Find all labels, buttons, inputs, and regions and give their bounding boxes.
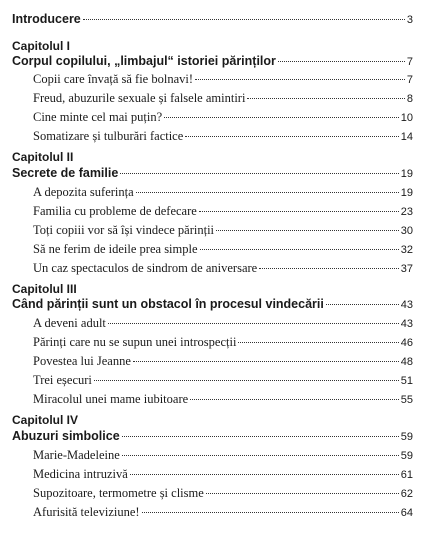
page-number: 61	[400, 469, 413, 481]
page-number: 14	[400, 131, 413, 143]
entry-title: Miracolul unei mame iubitoare	[33, 392, 189, 406]
entry-title: Afurisită televiziune!	[33, 505, 140, 519]
chapter-label: Capitolul I	[12, 39, 70, 53]
page-number: 43	[400, 318, 413, 330]
entry-title: Supozitoare, termometre și clisme	[33, 486, 204, 500]
dot-leader	[108, 323, 399, 324]
toc-entry-introduction[interactable]	[12, 12, 413, 26]
page-number: 7	[406, 56, 413, 68]
dot-leader	[326, 304, 399, 305]
page-number: 8	[406, 93, 413, 105]
dot-leader	[199, 211, 399, 212]
toc-entry[interactable]	[33, 354, 413, 369]
page-number: 46	[400, 337, 413, 349]
entry-title: Secrete de familie	[12, 166, 119, 180]
entry-title: Introducere	[12, 12, 81, 26]
entry-title: A deveni adult	[33, 316, 106, 330]
page-number: 7	[406, 74, 413, 86]
toc-entry[interactable]	[33, 72, 413, 87]
dot-leader	[142, 512, 399, 513]
dot-leader	[200, 249, 399, 250]
page-number: 3	[406, 14, 413, 26]
dot-leader	[136, 192, 399, 193]
entry-title: Un caz spectaculos de sindrom de aniversare	[33, 261, 258, 275]
page-number: 59	[400, 450, 413, 462]
dot-leader	[259, 268, 399, 269]
dot-leader	[83, 19, 405, 20]
toc-entry[interactable]	[33, 129, 413, 144]
chapter-label: Capitolul IV	[12, 413, 78, 427]
entry-title: Trei eșecuri	[33, 373, 92, 387]
entry-title: A depozita suferința	[33, 185, 134, 199]
chapter-label: Capitolul II	[12, 150, 74, 164]
entry-title: Familia cu probleme de defecare	[33, 204, 197, 218]
entry-title: Toți copiii vor să își vindece părinții	[33, 223, 215, 237]
page-number: 19	[400, 168, 413, 180]
dot-leader	[185, 136, 398, 137]
dot-leader	[164, 117, 399, 118]
toc-entry-chapter-title[interactable]	[12, 54, 413, 68]
toc-entry[interactable]	[33, 91, 413, 106]
page-number: 37	[400, 263, 413, 275]
dot-leader	[216, 230, 399, 231]
toc-entry[interactable]	[33, 185, 413, 200]
entry-title: Să ne ferim de ideile prea simple	[33, 242, 198, 256]
dot-leader	[120, 173, 398, 174]
page-number: 43	[400, 299, 413, 311]
toc-entry[interactable]	[33, 242, 413, 257]
toc-entry[interactable]	[33, 110, 413, 125]
toc-entry-chapter-title[interactable]	[12, 166, 413, 180]
toc-entry[interactable]	[33, 335, 413, 350]
entry-title: Părinți care nu se supun unei introspecții	[33, 335, 237, 349]
toc-entry[interactable]	[33, 467, 413, 482]
dot-leader	[206, 493, 399, 494]
dot-leader	[94, 380, 399, 381]
entry-title: Povestea lui Jeanne	[33, 354, 131, 368]
entry-title: Corpul copilului, „limbajul“ istoriei părinților	[12, 54, 276, 68]
page-number: 32	[400, 244, 413, 256]
toc-entry[interactable]	[33, 505, 413, 520]
chapter-label: Capitolul III	[12, 282, 77, 296]
entry-title: Când părinții sunt un obstacol în procesul vindecării	[12, 297, 324, 311]
page-number: 19	[400, 187, 413, 199]
entry-title: Somatizare și tulburări factice	[33, 129, 184, 143]
toc-entry[interactable]	[33, 373, 413, 388]
toc-entry[interactable]	[33, 448, 413, 463]
toc-entry[interactable]	[33, 204, 413, 219]
toc-entry[interactable]	[33, 392, 413, 407]
page-number: 55	[400, 394, 413, 406]
dot-leader	[130, 474, 399, 475]
dot-leader	[278, 61, 405, 62]
dot-leader	[247, 98, 404, 99]
entry-title: Cine minte cel mai puțin?	[33, 110, 163, 124]
entry-title: Medicina intruzivă	[33, 467, 128, 481]
page-number: 48	[400, 356, 413, 368]
page-number: 10	[400, 112, 413, 124]
entry-title: Abuzuri simbolice	[12, 429, 120, 443]
toc-entry[interactable]	[33, 486, 413, 501]
entry-title: Freud, abuzurile sexuale și falsele amintiri	[33, 91, 246, 105]
dot-leader	[133, 361, 399, 362]
toc-entry[interactable]	[33, 223, 413, 238]
toc-entry-chapter-title[interactable]	[12, 429, 413, 443]
page-number: 59	[400, 431, 413, 443]
page-number: 62	[400, 488, 413, 500]
page-number: 23	[400, 206, 413, 218]
dot-leader	[122, 436, 399, 437]
toc-entry-chapter-title[interactable]	[12, 297, 413, 311]
toc-entry[interactable]	[33, 316, 413, 331]
toc-entry[interactable]	[33, 261, 413, 276]
dot-leader	[122, 455, 399, 456]
dot-leader	[195, 79, 405, 80]
page-number: 51	[400, 375, 413, 387]
page-number: 30	[400, 225, 413, 237]
dot-leader	[190, 399, 399, 400]
entry-title: Copii care învață să fie bolnavi!	[33, 72, 194, 86]
entry-title: Marie-Madeleine	[33, 448, 120, 462]
dot-leader	[238, 342, 398, 343]
page-number: 64	[400, 507, 413, 519]
